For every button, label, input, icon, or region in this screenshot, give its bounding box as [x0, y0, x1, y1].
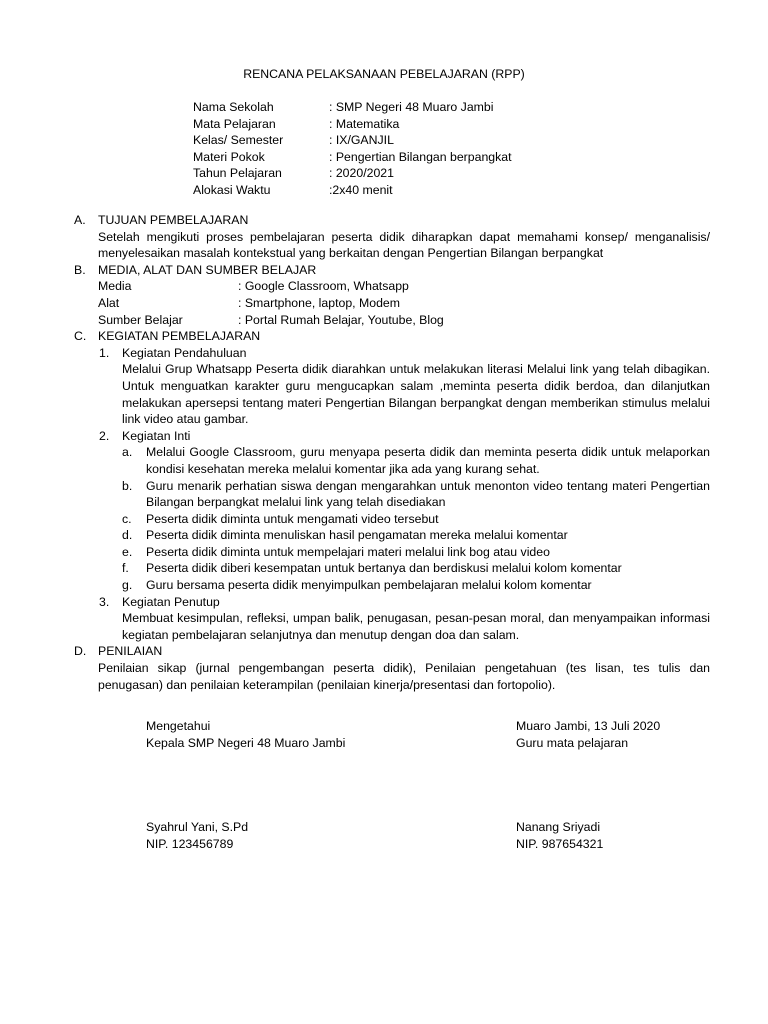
- signature-left-line1: Mengetahui: [146, 719, 211, 733]
- identity-row: [193, 99, 512, 116]
- item-content: [122, 345, 710, 428]
- sub-text: Peserta didik diminta untuk mengamati video tersebut: [146, 511, 439, 526]
- section-letter: A.: [74, 213, 86, 227]
- sub-mark: d.: [122, 528, 133, 543]
- sub-item: [122, 444, 710, 477]
- media-row: [98, 312, 710, 329]
- signature-right-name: Nanang Sriyadi: [516, 820, 601, 834]
- signature-left-heading: [146, 718, 345, 751]
- section-c-heading: [74, 328, 710, 345]
- sub-mark: g.: [122, 578, 133, 593]
- signature-right-nip: NIP. 987654321: [516, 836, 604, 851]
- signature-left-nip: NIP. 123456789: [146, 836, 234, 851]
- sub-mark: a.: [122, 445, 133, 460]
- item-number: 3.: [99, 594, 110, 609]
- section-title: KEGIATAN PEMBELAJARAN: [98, 329, 261, 344]
- sub-text: Melalui Google Classroom, guru menyapa peserta didik dan meminta peserta didik untuk melaporkan kondisi kesehatan mereka melalui komentar jika ada yang kurang sehat.: [146, 445, 710, 476]
- sub-item: [122, 511, 710, 528]
- row-label: Alat: [98, 295, 120, 310]
- sub-text: Peserta didik diminta menuliskan hasil pengamatan mereka melalui komentar: [146, 528, 568, 543]
- section-a-heading: [74, 212, 710, 229]
- sub-item: [122, 560, 710, 577]
- identity-row: [193, 165, 512, 182]
- identity-table: [193, 99, 512, 199]
- section-b-body: [98, 278, 710, 328]
- identity-label: Nama Sekolah: [193, 100, 274, 114]
- row-value: : Google Classroom, Whatsapp: [238, 279, 409, 294]
- identity-value: : Pengertian Bilangan berpangkat: [329, 149, 512, 164]
- sub-mark: b.: [122, 478, 133, 493]
- sub-item: [122, 527, 710, 544]
- sub-item: [122, 544, 710, 561]
- row-label: Media: [98, 279, 132, 294]
- section-letter: C.: [74, 329, 87, 344]
- activity-item: [98, 428, 710, 594]
- section-letter: B.: [74, 262, 86, 277]
- identity-row: [193, 132, 512, 149]
- sub-list: [122, 444, 710, 593]
- signature-right-heading: [516, 718, 660, 751]
- sub-text: Peserta didik diberi kesempatan untuk bertanya dan berdiskusi melalui kolom komentar: [146, 561, 622, 576]
- document-sections: [74, 212, 710, 693]
- item-body: Membuat kesimpulan, refleksi, umpan balik, penugasan, pesan-pesan moral, dan menyampaikan informasi kegiatan pembelajaran selanjutnya dan menutup dengan doa dan salam.: [122, 611, 710, 642]
- item-title: Kegiatan Inti: [122, 428, 191, 443]
- signature-left-name: Syahrul Yani, S.Pd: [146, 820, 249, 834]
- signature-left-line2: Kepala SMP Negeri 48 Muaro Jambi: [146, 735, 346, 750]
- signature-right-line1: Muaro Jambi, 13 Juli 2020: [516, 719, 661, 733]
- signature-left-name-block: [146, 819, 248, 852]
- identity-label: Alokasi Waktu: [193, 182, 271, 197]
- media-row: [98, 295, 710, 312]
- row-value: : Portal Rumah Belajar, Youtube, Blog: [238, 312, 444, 327]
- item-title: Kegiatan Penutup: [122, 594, 220, 609]
- signature-block: [146, 718, 666, 858]
- item-number: 1.: [99, 345, 110, 360]
- row-value: : Smartphone, laptop, Modem: [238, 295, 400, 310]
- row-label: Sumber Belajar: [98, 312, 183, 327]
- sub-text: Guru bersama peserta didik menyimpulkan pembelajaran melalui kolom komentar: [146, 578, 592, 593]
- activity-item: [98, 594, 710, 644]
- item-content: [122, 428, 710, 594]
- document-title: RENCANA PELAKSANAAN PEBELAJARAN (RPP): [243, 67, 525, 81]
- identity-row: [193, 182, 512, 199]
- item-content: [122, 594, 710, 644]
- section-title: PENILAIAN: [98, 644, 163, 659]
- sub-item: [122, 577, 710, 594]
- identity-label: Mata Pelajaran: [193, 116, 276, 131]
- sub-text: Guru menarik perhatian siswa dengan mengarahkan untuk menonton video tentang materi Pengertian Bilangan berpangkat melalui link yang telah disediakan: [146, 478, 710, 510]
- identity-label: Tahun Pelajaran: [193, 166, 282, 181]
- signature-right-line2: Guru mata pelajaran: [516, 735, 629, 750]
- identity-value: : SMP Negeri 48 Muaro Jambi: [329, 100, 494, 114]
- identity-value: :2x40 menit: [329, 182, 393, 197]
- item-body: Melalui Grup Whatsapp Peserta didik diarahkan untuk melakukan literasi Melalui link yang telah dibagikan. Untuk menguatkan karakter guru mengucapkan salam ,meminta peserta didik berdoa, dan dilanjutkan melakukan apersepsi tentang materi Pengertian Bilangan berpangkat dengan memberikan stimulus melalui link video atau gambar.: [122, 362, 710, 427]
- identity-value: : IX/GANJIL: [329, 133, 394, 148]
- identity-value: : 2020/2021: [329, 166, 394, 181]
- item-title: Kegiatan Pendahuluan: [122, 345, 247, 360]
- sub-item: [122, 478, 710, 511]
- media-row: [98, 278, 710, 295]
- section-b-heading: [74, 262, 710, 279]
- section-c-body: [98, 345, 710, 644]
- identity-value: : Matematika: [329, 116, 400, 131]
- sub-mark: f.: [122, 561, 129, 576]
- section-title: TUJUAN PEMBELAJARAN: [98, 213, 249, 227]
- identity-row: [193, 116, 512, 133]
- signature-right-name-block: [516, 819, 603, 852]
- identity-label: Materi Pokok: [193, 149, 265, 164]
- section-letter: D.: [74, 644, 87, 659]
- section-d-body: Penilaian sikap (jurnal pengembangan peserta didik), Penilaian pengetahuan (tes lisan, tes tulis dan penugasan) dan penilaian keterampilan (penilaian kinerja/presentasi dan fortopolio).: [98, 661, 710, 692]
- activity-item: [98, 345, 710, 428]
- section-title: MEDIA, ALAT DAN SUMBER BELAJAR: [98, 262, 317, 277]
- section-d-heading: [74, 643, 710, 660]
- identity-row: [193, 149, 512, 166]
- sub-mark: e.: [122, 544, 133, 559]
- sub-text: Peserta didik diminta untuk mempelajari materi melalui link bog atau video: [146, 544, 550, 559]
- sub-mark: c.: [122, 511, 132, 526]
- section-a-body: Setelah mengikuti proses pembelajaran peserta didik diharapkan dapat memahami konsep/ menganalisis/ menyelesaikan masalah kontekstual yang berkaitan dengan Pengertian Bilangan berpangkat: [98, 229, 710, 261]
- item-number: 2.: [99, 428, 110, 443]
- identity-label: Kelas/ Semester: [193, 133, 284, 148]
